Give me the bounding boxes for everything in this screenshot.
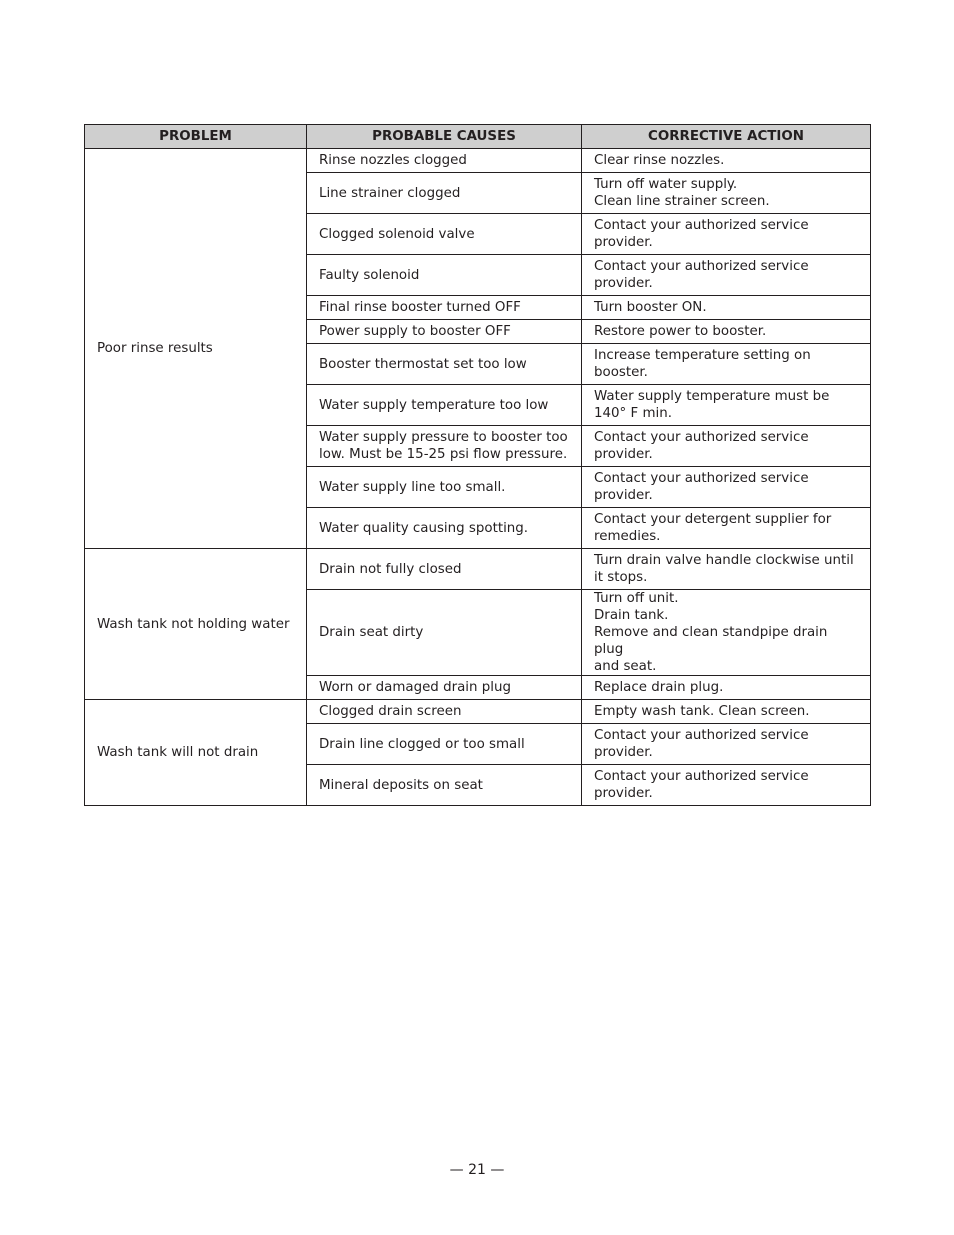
- probable-cause-cell: [307, 173, 582, 214]
- action-line: Turn booster ON.: [594, 300, 707, 315]
- table-row: [85, 549, 871, 590]
- troubleshooting-table: [84, 124, 871, 806]
- problem-cell: Wash tank will not drain: [85, 700, 307, 806]
- header-problem: PROBLEM: [85, 125, 307, 149]
- probable-cause-cell: [307, 590, 582, 676]
- probable-cause-cell: [307, 426, 582, 467]
- cause-line: low. Must be 15-25 psi flow pressure.: [319, 447, 568, 462]
- action-line: remedies.: [594, 529, 661, 544]
- corrective-action-cell: [582, 214, 871, 255]
- probable-cause-cell: [307, 296, 582, 320]
- action-line: Drain tank.: [594, 608, 669, 623]
- cause-line: Worn or damaged drain plug: [319, 680, 511, 695]
- probable-cause-cell: [307, 214, 582, 255]
- corrective-action-cell: [582, 765, 871, 806]
- corrective-action-cell: [582, 255, 871, 296]
- probable-cause-cell: [307, 467, 582, 508]
- cause-line: Mineral deposits on seat: [319, 777, 483, 793]
- probable-cause-cell: [307, 765, 582, 806]
- action-line: Contact your authorized service: [594, 769, 809, 784]
- probable-cause-cell: [307, 508, 582, 549]
- action-line: Contact your authorized service: [594, 259, 809, 274]
- probable-cause-cell: [307, 149, 582, 173]
- table-header-row: [85, 125, 871, 149]
- cause-line: Power supply to booster OFF: [319, 324, 511, 339]
- probable-cause-cell: [307, 549, 582, 590]
- table-row: [85, 149, 871, 173]
- corrective-action-cell: [582, 320, 871, 344]
- cause-line: Water supply line too small.: [319, 479, 506, 495]
- cause-line: Water quality causing spotting.: [319, 520, 529, 536]
- action-line: and seat.: [594, 659, 657, 674]
- action-line: Clean line strainer screen.: [594, 194, 770, 209]
- action-line: Restore power to booster.: [594, 324, 767, 339]
- corrective-action-cell: [582, 508, 871, 549]
- problem-cell: Poor rinse results: [85, 149, 307, 549]
- action-line: Turn drain valve handle clockwise until: [594, 553, 854, 568]
- action-line: Water supply temperature must be: [594, 389, 830, 404]
- action-line: provider.: [594, 786, 653, 801]
- corrective-action-cell: [582, 385, 871, 426]
- cause-line: Booster thermostat set too low: [319, 356, 527, 372]
- corrective-action-cell: [582, 700, 871, 724]
- action-line: Clear rinse nozzles.: [594, 153, 725, 168]
- cause-line: Rinse nozzles clogged: [319, 153, 467, 168]
- cause-line: Water supply temperature too low: [319, 397, 549, 413]
- action-line: Replace drain plug.: [594, 680, 724, 695]
- table-row: [85, 700, 871, 724]
- action-line: Increase temperature setting on: [594, 348, 811, 363]
- corrective-action-cell: [582, 467, 871, 508]
- header-corrective-action: CORRECTIVE ACTION: [582, 125, 871, 149]
- action-line: Contact your authorized service: [594, 471, 809, 486]
- probable-cause-cell: [307, 676, 582, 700]
- corrective-action-cell: [582, 676, 871, 700]
- corrective-action-cell: [582, 590, 871, 676]
- probable-cause-cell: [307, 724, 582, 765]
- action-line: Empty wash tank. Clean screen.: [594, 704, 810, 719]
- probable-cause-cell: [307, 700, 582, 724]
- corrective-action-cell: [582, 549, 871, 590]
- action-line: Contact your authorized service: [594, 218, 809, 233]
- cause-line: Final rinse booster turned OFF: [319, 300, 521, 315]
- action-line: provider.: [594, 447, 653, 462]
- action-line: Turn off unit.: [594, 591, 679, 606]
- action-line: Contact your authorized service: [594, 728, 809, 743]
- page-number: — 21 —: [449, 1162, 505, 1178]
- cause-line: Water supply pressure to booster too: [319, 430, 568, 445]
- action-line: provider.: [594, 488, 653, 503]
- probable-cause-cell: [307, 344, 582, 385]
- corrective-action-cell: [582, 149, 871, 173]
- corrective-action-cell: [582, 724, 871, 765]
- corrective-action-cell: [582, 173, 871, 214]
- action-line: Remove and clean standpipe drain plug: [594, 625, 828, 657]
- action-line: Turn off water supply.: [594, 177, 738, 192]
- corrective-action-cell: [582, 296, 871, 320]
- action-line: 140° F min.: [594, 406, 672, 421]
- corrective-action-cell: [582, 426, 871, 467]
- header-probable-causes: PROBABLE CAUSES: [307, 125, 582, 149]
- cause-line: Drain not fully closed: [319, 561, 462, 577]
- probable-cause-cell: [307, 385, 582, 426]
- cause-line: Clogged drain screen: [319, 704, 462, 719]
- cause-line: Faulty solenoid: [319, 267, 420, 283]
- probable-cause-cell: [307, 255, 582, 296]
- action-line: booster.: [594, 365, 648, 380]
- cause-line: Clogged solenoid valve: [319, 226, 475, 242]
- action-line: provider.: [594, 276, 653, 291]
- cause-line: Line strainer clogged: [319, 185, 461, 201]
- action-line: provider.: [594, 745, 653, 760]
- problem-cell: Wash tank not holding water: [85, 549, 307, 700]
- cause-line: Drain line clogged or too small: [319, 736, 525, 752]
- probable-cause-cell: [307, 320, 582, 344]
- action-line: Contact your detergent supplier for: [594, 512, 832, 527]
- action-line: provider.: [594, 235, 653, 250]
- corrective-action-cell: [582, 344, 871, 385]
- action-line: Contact your authorized service: [594, 430, 809, 445]
- action-line: it stops.: [594, 570, 648, 585]
- table-body: [85, 149, 871, 806]
- cause-line: Drain seat dirty: [319, 625, 424, 640]
